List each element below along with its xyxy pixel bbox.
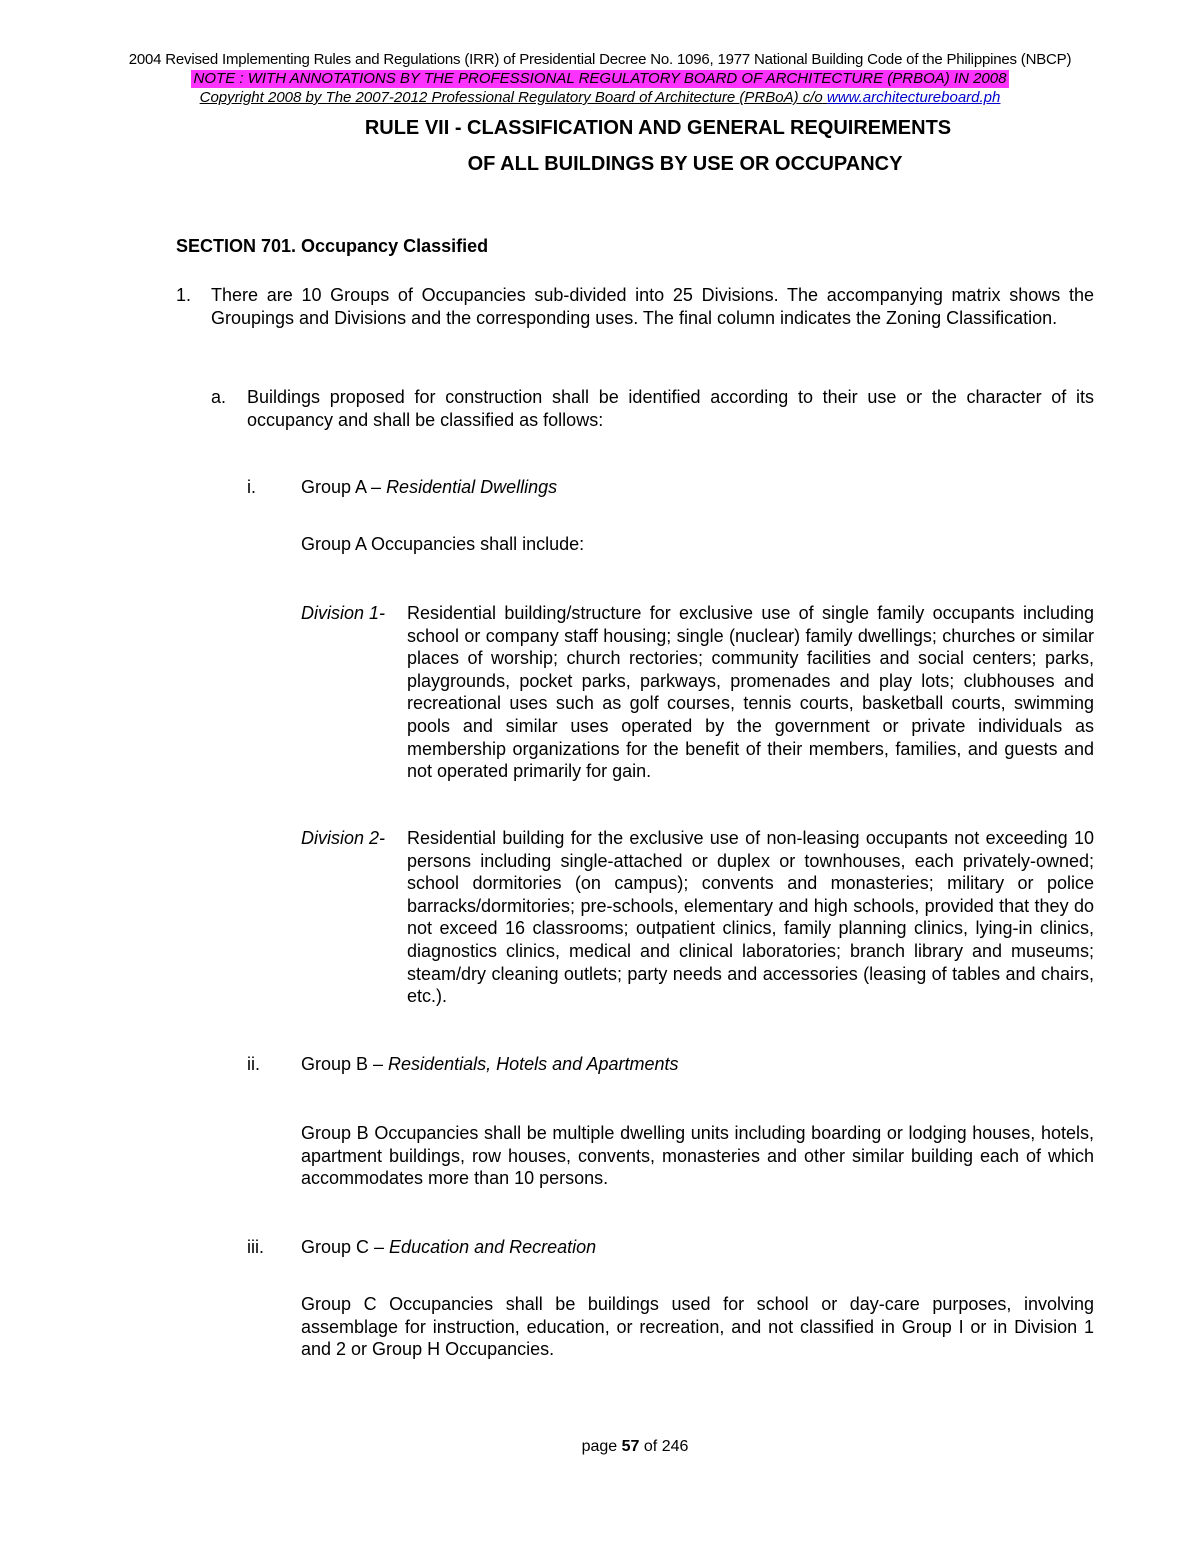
footer-page-number: 57 [621, 1438, 640, 1455]
group-b-marker: ii. [247, 1054, 260, 1074]
item-1-text: There are 10 Groups of Occupancies sub-divided into 25 Divisions. The accompanying matrix shows the Groupings and Divisions and the corresponding uses. The final column indicates the Zoning Classification. [211, 285, 1094, 328]
division-1-text: Residential building/structure for exclusive use of single family occupants including school or company staff housing; single (nuclear) family dwellings; churches or similar places of worship; church rectories; community facilities and social centers; parks, playgrounds, pocket parks, parkways, promenades and play lots; clubhouses and recreational uses such as golf courses, tennis courts, basketball courts, swimming pools and similar uses operated by the government or private individuals as membership organizations for the benefit of their members, families, and guests and not operated primarily for gain. [407, 603, 1094, 782]
item-1-marker: 1. [176, 285, 192, 305]
group-b-text: Group B Occupancies shall be multiple dwelling units including boarding or lodging houses, hotels, apartment buildings, row houses, convents, monasteries and other similar building each of which accommodates more than 10 persons. [301, 1123, 1094, 1189]
footer-total-pages: 246 [661, 1438, 689, 1455]
item-a-marker: a. [211, 387, 227, 407]
item-a-text: Buildings proposed for construction shall be identified according to their use or the character of its occupancy and shall be classified as follows: [247, 387, 1094, 430]
group-a-prefix: Group A – [301, 477, 387, 497]
rule-title-line1: RULE VII - CLASSIFICATION AND GENERAL REQUIREMENTS [364, 117, 952, 139]
header-document-title: 2004 Revised Implementing Rules and Regulations (IRR) of Presidential Decree No. 1096, 1977 National Building Code of the Philippines (NBCP) [128, 51, 1072, 68]
group-a-name: Residential Dwellings [386, 477, 558, 497]
section-heading: SECTION 701. Occupancy Classified [176, 236, 489, 256]
group-c-marker: iii. [247, 1237, 264, 1257]
rule-title-line2: OF ALL BUILDINGS BY USE OR OCCUPANCY [467, 153, 903, 175]
header-copyright-text: Copyright 2008 by The 2007-2012 Professional Regulatory Board of Architecture (PRBoA) c/o [199, 89, 823, 106]
group-c-text: Group C Occupancies shall be buildings used for school or day-care purposes, involving assemblage for instruction, education, or recreation, and not classified in Group I or in Division 1 and 2 or Group H Occupancies. [301, 1294, 1094, 1360]
group-b-prefix: Group B – [301, 1054, 389, 1074]
group-c-name: Education and Recreation [389, 1237, 597, 1257]
group-a-intro: Group A Occupancies shall include: [301, 534, 585, 554]
group-c-prefix: Group C – [301, 1237, 390, 1257]
division-2-label: Division 2- [301, 828, 386, 848]
page-number-footer [0, 1438, 1200, 1456]
division-1-label: Division 1- [301, 603, 386, 623]
group-c-heading [301, 1236, 596, 1259]
group-b-name: Residentials, Hotels and Apartments [388, 1054, 679, 1074]
header-annotation-note: NOTE : WITH ANNOTATIONS BY THE PROFESSIONAL REGULATORY BOARD OF ARCHITECTURE (PRBOA) IN 2008 [191, 70, 1010, 88]
running-header [0, 50, 1200, 108]
header-website-link[interactable]: www.architectureboard.ph [826, 89, 1001, 106]
footer-page-word: page [581, 1438, 618, 1455]
group-a-heading [301, 476, 557, 499]
group-a-marker: i. [247, 477, 256, 497]
division-2-text: Residential building for the exclusive use of non-leasing occupants not exceeding 10 persons including single-attached or duplex or townhouses, each privately-owned; school dormitories (on campus); convents and monasteries; military or police barracks/dormitories; pre-schools, elementary and high schools, provided that they do not exceed 16 classrooms; outpatient clinics, family planning clinics, lying-in clinics, diagnostics clinics, medical and clinical laboratories; branch library and museums; steam/dry cleaning outlets; party needs and accessories (leasing of tables and chairs, etc.). [407, 828, 1094, 1007]
header-copyright [0, 88, 1200, 108]
group-b-heading [301, 1053, 679, 1076]
footer-of-word: of [643, 1438, 658, 1455]
